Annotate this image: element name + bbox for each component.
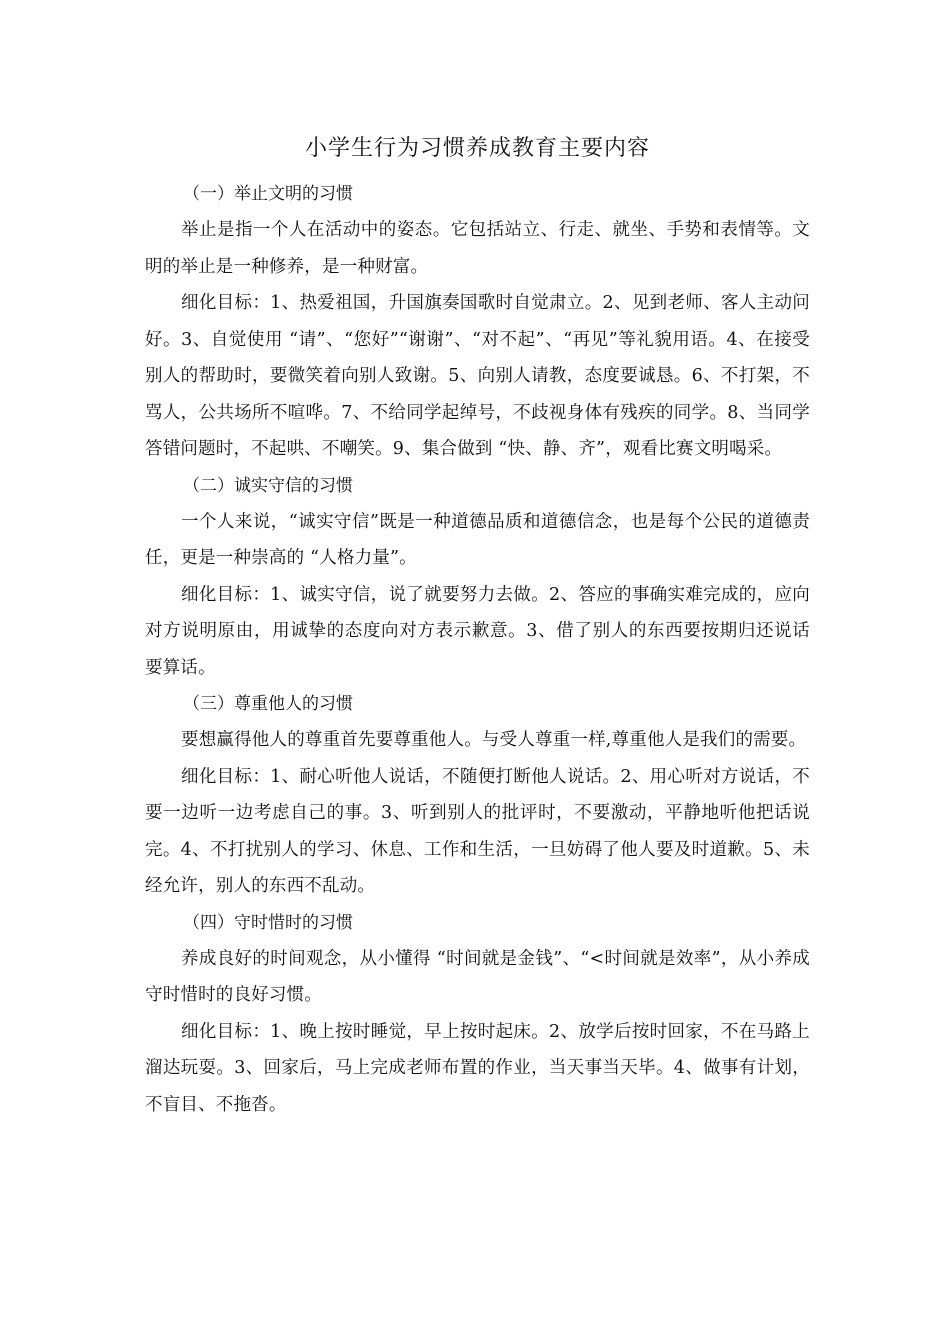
section-punctuality [145,905,810,1124]
section-heading: （四）守时惜时的习惯 [183,912,353,933]
document-page [145,130,810,1123]
section-goals: 细化目标：1、晚上按时睡觉，早上按时起床。2、放学后按时回家，不在马路上溜达玩耍。3、回家后，马上完成老师布置的作业，当天事当天毕。4、做事有计划，不盲目、不拖沓。 [145,1021,810,1115]
section-etiquette [145,176,810,468]
section-intro: 要想赢得他人的尊重首先要尊重他人。与受人尊重一样,尊重他人是我们的需要。 [181,730,807,750]
section-heading: （二）诚实守信的习惯 [183,475,353,496]
section-goals: 细化目标：1、耐心听他人说话，不随便打断他人说话。2、用心听对方说话，不要一边听一边考虑自己的事。3、听到别人的批评时，不要激动，平静地听他把话说完。4、不打扰别人的学习、休息、工作和生活，一旦妨碍了他人要及时道歉。5、未经允许，别人的东西不乱动。 [145,766,810,896]
section-heading: （三）尊重他人的习惯 [183,694,353,714]
section-intro: 养成良好的时间观念，从小懂得 “时间就是金钱”、“<时间就是效率”，从小养成守时惜时的良好习惯。 [145,948,811,1005]
section-goals: 细化目标：1、热爱祖国，升国旗奏国歌时自觉肃立。2、见到老师、客人主动问好。3、自觉使用 “请”、“您好”“谢谢”、“对不起”、“再见”等礼貌用语。4、在接受别人的帮助时，要微笑着向别人致谢。5、向别人请教，态度要诚恳。6、不打架，不骂人，公共场所不喧哗。7、不给同学起绰号，不歧视身体有残疾的同学。8、当同学答错问题时，不起哄、不嘲笑。9、集合做到 “快、静、齐”，观看比赛文明喝采。 [145,293,810,459]
document-title: 小学生行为习惯养成教育主要内容 [304,136,650,161]
section-goals: 细化目标：1、诚实守信，说了就要努力去做。2、答应的事确实难完成的，应向对方说明原由，用诚挚的态度向对方表示歉意。3、借了别人的东西要按期归还说话要算话。 [145,584,810,678]
section-honesty [145,468,810,687]
section-intro: 一个人来说，“诚实守信”既是一种道德品质和道德信念，也是每个公民的道德责任，更是一种崇高的 “人格力量”。 [145,511,810,568]
section-intro: 举止是指一个人在活动中的姿态。它包括站立、行走、就坐、手势和表情等。文明的举止是一种修养，是一种财富。 [145,220,810,277]
section-heading: （一）举止文明的习惯 [183,184,353,204]
section-respect [145,686,810,905]
